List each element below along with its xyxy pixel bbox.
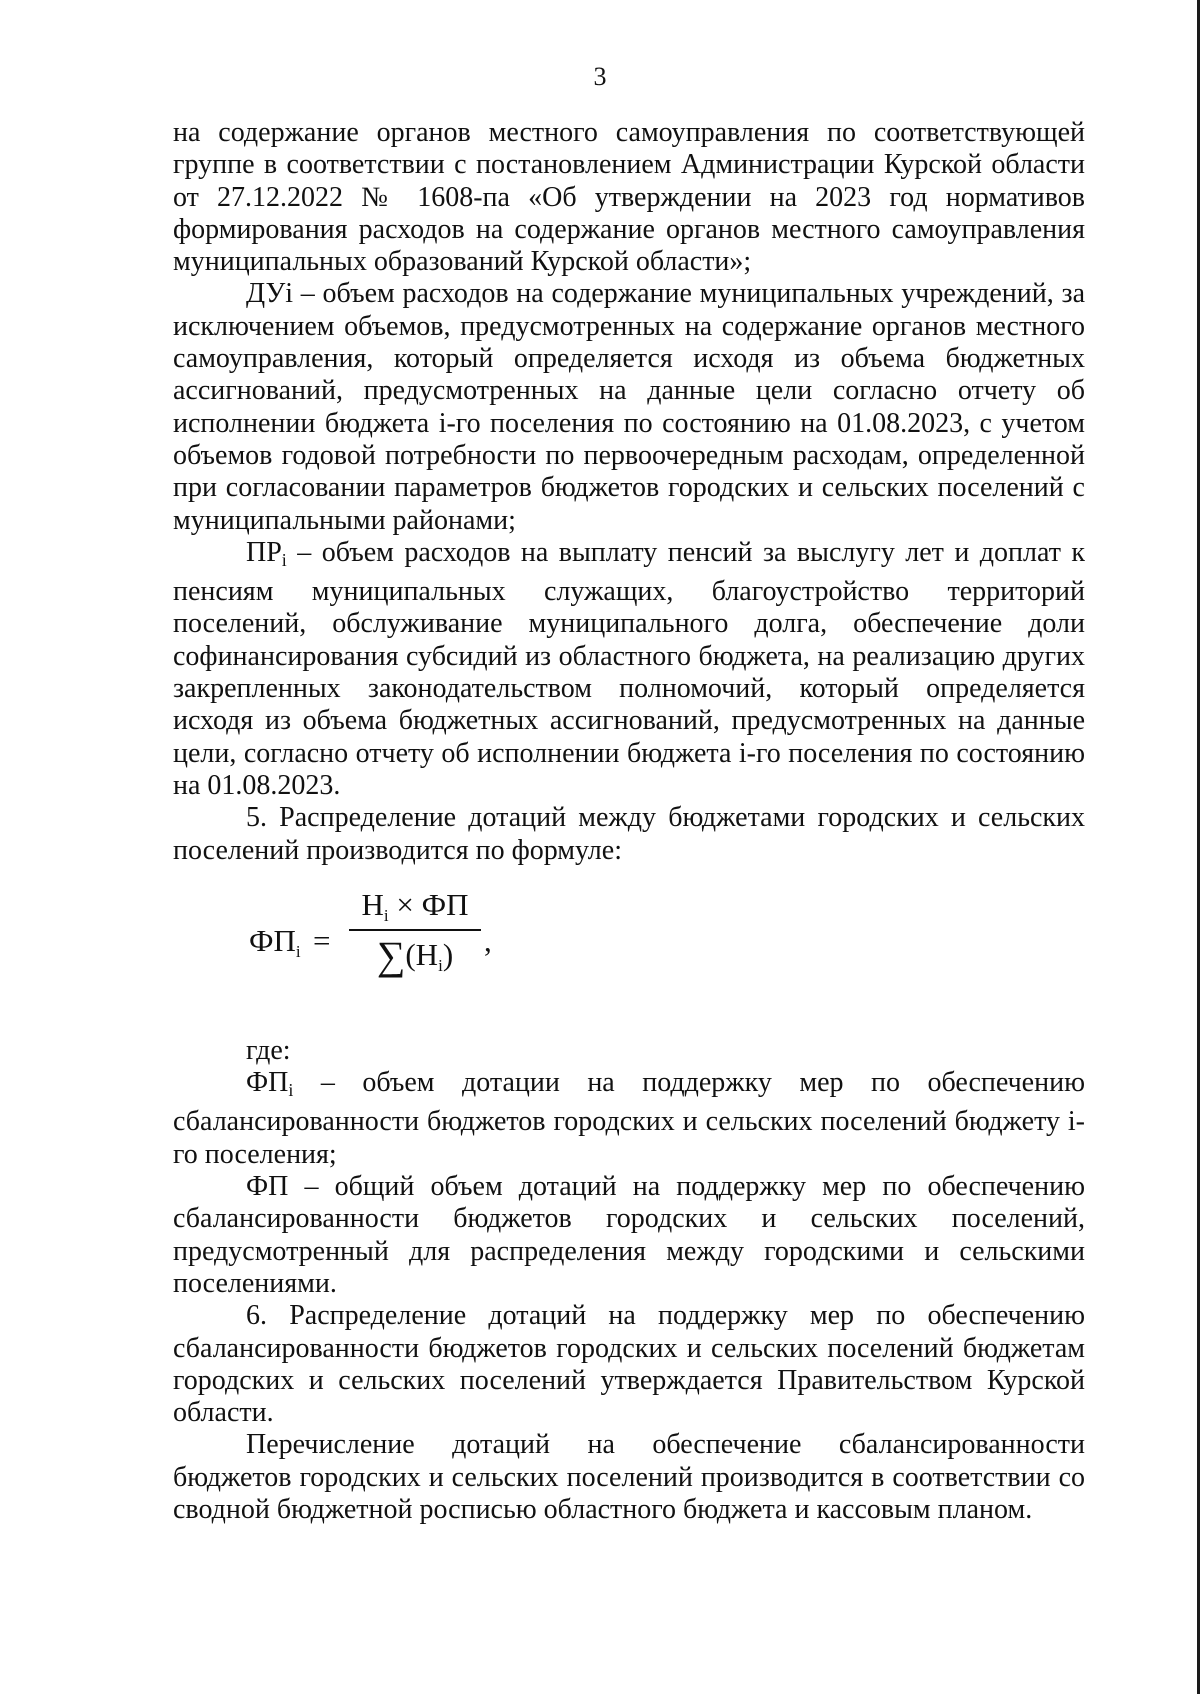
paragraph-fp-definition: ФП – общий объем дотаций на поддержку мер по обеспечению сбалансированности бюджетов городских и сельских поселений, предусмотренный для распределения между городскими и сельскими поселениями.	[173, 1171, 1085, 1299]
pri-subscript: і	[281, 549, 287, 570]
paragraph-item-6: 6. Распределение дотаций на поддержку мер по обеспечению сбалансированности бюджетов городских и сельских поселений бюджетам городских и сельских поселений утверждается Правительством Курской области.	[173, 1300, 1085, 1429]
fpi-symbol: ФП	[246, 1067, 289, 1099]
formula-denominator: $\sum(Н_i)$	[376, 932, 454, 978]
document-body	[173, 117, 1085, 1526]
fpi-text: – объем дотации на поддержку мер по обеспечению сбалансированности бюджетов городских и сельских поселений бюджету і-го поселения;	[173, 1067, 1085, 1170]
paragraph-distribution-formula-intro: 5. Распределение дотаций между бюджетами городских и сельских поселений производится по формуле:	[173, 802, 1085, 866]
paragraph-continuation: на содержание органов местного самоуправления по соответствующей группе в соответствии с постановлением Администрации Курской области от 27.12.2022 № 1608-па «Об утверждении на 2023 год нормативов формирования расходов на содержание органов местного самоуправления муниципальных образований Курской области»;	[173, 117, 1085, 278]
sigma-symbol: ∑	[376, 932, 406, 978]
page-number: 3	[593, 62, 607, 91]
formula-lhs: $ФП_i$	[249, 922, 301, 961]
paragraph-pri-definition	[173, 537, 1085, 802]
formula-numerator: $Н_i$ × ФП	[361, 886, 469, 925]
pri-text: – объем расходов на выплату пенсий за выслугу лет и доплат к пенсиям муниципальных служащих, благоустройство территорий поселений, обслуживание муниципального долга, обеспечение доли софинансирования субсидий из областного бюджета, на реализацию других закрепленных законодательством полномочий, который определяется исходя из объема бюджетных ассигнований, предусмотренных на данные цели, согласно отчету об исполнении бюджета і-го поселения по состоянию на 01.08.2023.	[173, 536, 1085, 801]
paragraph-fpi-definition	[173, 1067, 1085, 1171]
fpi-subscript: і	[288, 1080, 294, 1101]
formula-fraction-bar	[349, 929, 481, 931]
pri-symbol: ПР	[246, 536, 282, 568]
paragraph-dui-definition: ДУі – объем расходов на содержание муниципальных учреждений, за исключением объемов, предусмотренных на содержание органов местного самоуправления, который определяется исходя из объема бюджетных ассигнований, предусмотренных на данные цели согласно отчету об исполнении бюджета і-го поселения по состоянию на 01.08.2023, с учетом объемов годовой потребности по первоочередным расходам, определенной при согласовании параметров бюджетов городских и сельских поселений с муниципальными районами;	[173, 278, 1085, 536]
distribution-formula	[173, 875, 1085, 1035]
paragraph-transfer: Перечисление дотаций на обеспечение сбалансированности бюджетов городских и сельских поселений производится в соответствии со сводной бюджетной росписью областного бюджета и кассовым планом.	[173, 1429, 1085, 1525]
formula-comma: ,	[484, 922, 492, 958]
where-label: где:	[246, 1034, 291, 1066]
formula-equals: =	[313, 922, 331, 958]
